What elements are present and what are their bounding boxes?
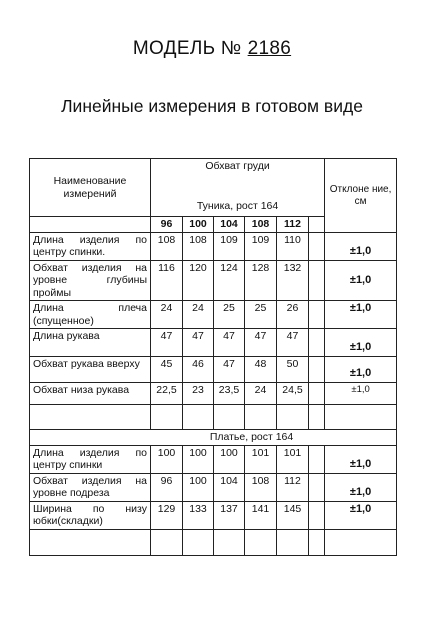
table-row [30,445,397,473]
measurement-value: 104 [214,473,245,501]
measurement-value: 129 [151,501,183,529]
measurement-value: 101 [245,445,277,473]
section-row [30,430,397,445]
measurement-value: 101 [277,445,309,473]
measurement-value: 50 [277,357,309,383]
table-row-empty [30,405,397,430]
model-title [0,38,424,60]
measurement-value: 108 [245,473,277,501]
table-row [30,329,397,357]
table-row [30,233,397,261]
measurements-table [29,158,397,556]
measurement-value: 141 [245,501,277,529]
empty-cell [277,529,309,555]
tunic-header: Туника, рост 164 [151,199,325,217]
measurement-value: 23 [183,383,214,405]
table-row-empty [30,529,397,555]
measurement-value: 24,5 [277,383,309,405]
measurement-name: Ширина по низу юбки(складки) [30,501,151,529]
empty-cell [309,473,325,501]
measurement-value: 47 [151,329,183,357]
measurement-value: 47 [214,357,245,383]
empty-cell [151,529,183,555]
tolerance-value: ±1,0 [325,383,397,405]
empty-cell [309,501,325,529]
size-header: 104 [214,217,245,233]
size-header: 96 [151,217,183,233]
measurement-value: 100 [183,445,214,473]
empty-cell [183,529,214,555]
empty-cell [309,261,325,301]
table-row [30,501,397,529]
measurement-value: 25 [214,301,245,329]
empty-cell [309,329,325,357]
measurement-value: 25 [245,301,277,329]
empty-cell [151,405,183,430]
measurement-value: 108 [183,233,214,261]
empty-cell [30,529,151,555]
page-subtitle: Линейные измерения в готовом виде [61,96,363,116]
measurement-value: 120 [183,261,214,301]
measurement-value: 132 [277,261,309,301]
empty-cell [245,529,277,555]
measurement-value: 128 [245,261,277,301]
tolerance-value: ±1,0 [325,301,397,329]
measurement-value: 24 [183,301,214,329]
measurement-value: 124 [214,261,245,301]
measurement-name: Длина рукава [30,329,151,357]
tolerance-value: ±1,0 [325,357,397,383]
empty-cell [214,405,245,430]
measurement-value: 145 [277,501,309,529]
measurement-value: 109 [214,233,245,261]
empty-cell [325,405,397,430]
tolerance-header: Отклоне ние, см [325,159,397,233]
empty-cell [325,529,397,555]
empty-cell [309,217,325,233]
measurement-value: 116 [151,261,183,301]
measurement-name: Обхват низа рукава [30,383,151,405]
empty-cell [309,301,325,329]
measurement-name: Обхват рукава вверху [30,357,151,383]
empty-cell [245,405,277,430]
empty-cell [309,383,325,405]
measurement-value: 109 [245,233,277,261]
table-row [30,261,397,301]
empty-cell [309,445,325,473]
sizes-label-cell [30,217,151,233]
tolerance-value: ±1,0 [325,233,397,261]
table-row [30,301,397,329]
measurement-value: 45 [151,357,183,383]
measurement-name: Обхват изделия на уровне подреза [30,473,151,501]
model-number: 2186 [247,38,292,59]
measurement-value: 47 [214,329,245,357]
empty-cell [277,405,309,430]
size-header: 108 [245,217,277,233]
measurement-value: 110 [277,233,309,261]
table-row [30,357,397,383]
measurement-value: 46 [183,357,214,383]
table-row [30,383,397,405]
measurement-name: Длина изделия по центру спинки. [30,233,151,261]
empty-cell [309,529,325,555]
empty-cell [309,405,325,430]
size-header: 112 [277,217,309,233]
measurement-value: 112 [277,473,309,501]
table-row [30,473,397,501]
measurement-value: 47 [277,329,309,357]
model-title-prefix: МОДЕЛЬ № [132,38,242,59]
empty-cell [214,529,245,555]
measurement-name: Длина плеча (спущенное) [30,301,151,329]
measurement-name: Длина изделия по центру спинки [30,445,151,473]
measurement-value: 48 [245,357,277,383]
measurement-value: 22,5 [151,383,183,405]
measurement-value: 23,5 [214,383,245,405]
empty-cell [309,233,325,261]
measurement-value: 26 [277,301,309,329]
measurement-value: 100 [183,473,214,501]
tolerance-value: ±1,0 [325,329,397,357]
tolerance-value: ±1,0 [325,501,397,529]
name-header: Наименование измерений [30,159,151,217]
measurement-value: 47 [183,329,214,357]
measurement-value: 108 [151,233,183,261]
dress-header: Платье, рост 164 [30,430,397,445]
measurement-value: 100 [151,445,183,473]
measurement-value: 137 [214,501,245,529]
tolerance-value: ±1,0 [325,473,397,501]
girth-header: Обхват груди [151,159,325,199]
measurement-value: 100 [214,445,245,473]
measurement-value: 24 [151,301,183,329]
measurement-value: 133 [183,501,214,529]
empty-cell [183,405,214,430]
empty-cell [309,357,325,383]
empty-cell [30,405,151,430]
measurement-value: 47 [245,329,277,357]
size-header: 100 [183,217,214,233]
measurement-value: 96 [151,473,183,501]
measurement-name: Обхват изделия на уровне глубины проймы [30,261,151,301]
tolerance-value: ±1,0 [325,445,397,473]
tolerance-value: ±1,0 [325,261,397,301]
measurement-value: 24 [245,383,277,405]
